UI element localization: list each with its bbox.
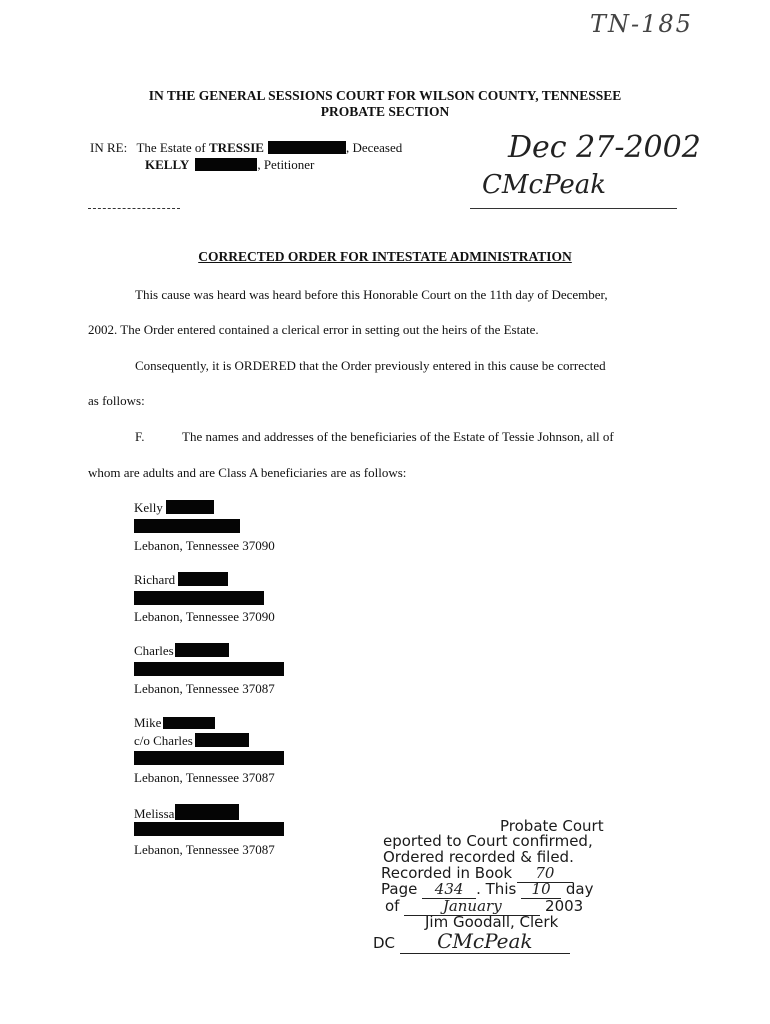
paragraph-3-line-2: whom are adults and are Class A beneficiaries are as follows: <box>88 465 407 480</box>
redaction-bar <box>163 717 215 729</box>
beneficiary-city: Lebanon, Tennessee 37087 <box>134 842 275 857</box>
beneficiary-name: Melissa <box>134 806 175 821</box>
beneficiary-name: Charles <box>134 643 174 658</box>
paragraph-3-line-1: The names and addresses of the beneficiaries of the Estate of Tessie Johnson, all of <box>182 429 614 444</box>
redaction-bar <box>268 141 346 154</box>
paragraph-2-line-1: Consequently, it is ORDERED that the Order previously entered in this cause be corrected <box>135 358 606 373</box>
paragraph-1-line-2: 2002. The Order entered contained a clerical error in setting out the heirs of the Estate. <box>88 322 539 337</box>
handwritten-date: Dec 27-2002 <box>508 130 701 165</box>
stamp-this-label: . This <box>476 880 517 898</box>
paragraph-2-line-2: as follows: <box>88 393 145 408</box>
beneficiary-name: Richard <box>134 572 176 587</box>
beneficiary-city: Lebanon, Tennessee 37087 <box>134 770 275 785</box>
beneficiary-city: Lebanon, Tennessee 37090 <box>134 538 275 553</box>
separator-left <box>88 208 180 209</box>
beneficiary-melissa <box>134 804 239 822</box>
in-re-label: IN RE: <box>90 140 128 155</box>
redaction-bar <box>134 519 240 533</box>
stamp-deputy-signature: CMcPeak <box>400 929 570 954</box>
stamp-page-label: Page <box>381 880 418 898</box>
stamp-page-number: 434 <box>422 880 476 899</box>
clerk-stamp-line-2: eported to Court confirmed, <box>383 832 593 850</box>
estate-suffix: , Deceased <box>345 140 403 155</box>
paragraph-3-label: F. <box>135 429 145 444</box>
stamp-year: 2003 <box>545 897 584 915</box>
court-heading: IN THE GENERAL SESSIONS COURT FOR WILSON COUNTY, TENNESSEE <box>148 88 622 103</box>
estate-name: TRESSIE <box>209 140 264 155</box>
beneficiary-name: Kelly <box>134 500 163 515</box>
beneficiary-city: Lebanon, Tennessee 37090 <box>134 609 275 624</box>
petitioner-name: KELLY <box>145 157 190 172</box>
beneficiary-name: Mike <box>134 715 162 730</box>
redaction-bar <box>195 158 257 171</box>
petitioner-line <box>145 157 314 173</box>
stamp-of-label: of <box>385 897 400 915</box>
stamp-day-number: 10 <box>521 880 561 899</box>
order-title: CORRECTED ORDER FOR INTESTATE ADMINISTRATION <box>198 249 572 264</box>
redaction-bar <box>134 751 284 765</box>
redaction-bar <box>134 591 264 605</box>
beneficiary-care-of <box>134 733 249 749</box>
redaction-bar <box>166 500 214 514</box>
redaction-bar <box>175 643 229 657</box>
redaction-bar <box>195 733 249 747</box>
court-section: PROBATE SECTION <box>320 104 450 119</box>
redaction-bar <box>178 572 228 586</box>
clerk-stamp-line-3: Ordered recorded & filed. <box>383 848 574 866</box>
petitioner-suffix: , Petitioner <box>257 157 315 172</box>
stamp-book-number: 70 <box>517 864 573 883</box>
paragraph-1-line-1: This cause was heard was heard before this Honorable Court on the 11th day of December, <box>135 287 608 302</box>
stamp-dc-label: DC <box>373 934 396 952</box>
beneficiary-city: Lebanon, Tennessee 37087 <box>134 681 275 696</box>
corner-mark: TN-185 <box>590 10 693 38</box>
clerk-stamp-line-8 <box>373 929 570 954</box>
stamp-day-label: day <box>565 880 594 898</box>
redaction-bar <box>175 804 239 820</box>
beneficiary-charles <box>134 643 229 659</box>
stamp-month: January <box>404 897 540 916</box>
beneficiary-kelly <box>134 500 214 516</box>
in-re-line <box>90 140 402 156</box>
beneficiary-richard <box>134 572 228 588</box>
clerk-stamp-line-1: Probate Court <box>500 817 604 835</box>
beneficiary-mike <box>134 715 215 731</box>
stamp-book-label: Recorded in Book <box>381 864 513 882</box>
redaction-bar <box>134 662 284 676</box>
separator-right <box>470 208 677 209</box>
handwritten-initials: CMcPeak <box>482 170 607 200</box>
redaction-bar <box>134 822 284 836</box>
clerk-stamp-line-7: Jim Goodall, Clerk <box>425 913 559 931</box>
care-of-label: c/o Charles <box>134 733 193 748</box>
estate-prefix: The Estate of <box>136 140 206 155</box>
